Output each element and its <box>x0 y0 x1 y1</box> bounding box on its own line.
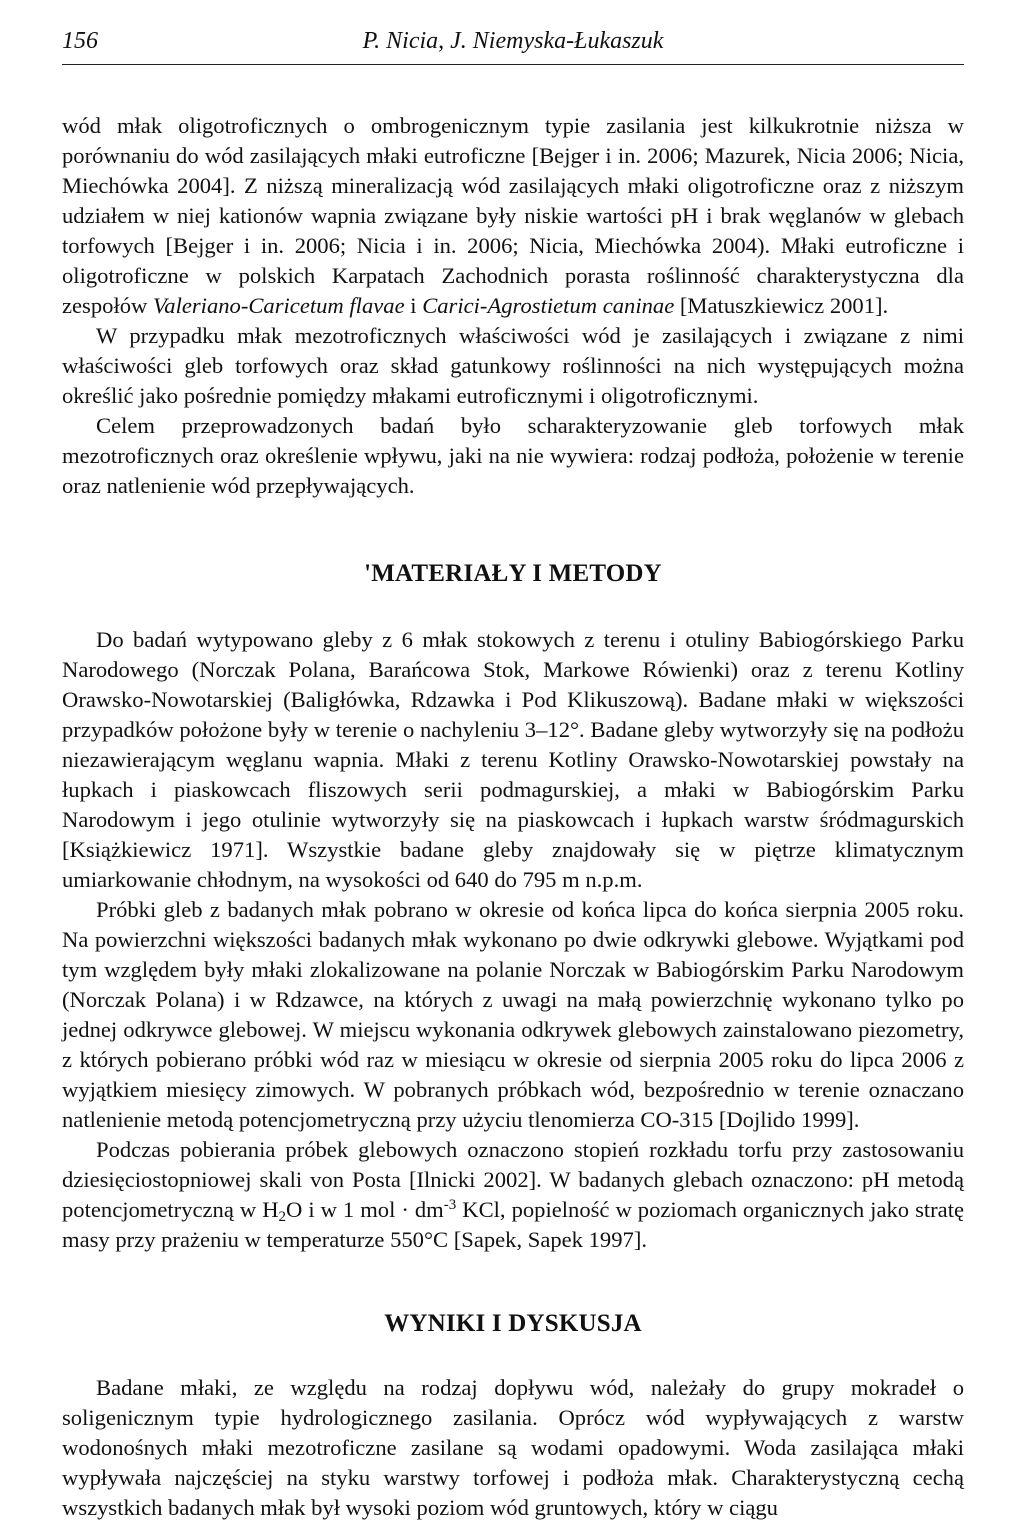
page <box>62 22 964 1523</box>
running-header <box>62 22 964 65</box>
results-paragraph-1: Badane młaki, ze względu na rodzaj dopływu wód, należały do grupy mokradeł o soligenicznym typie hydrologicznego zasilania. Oprócz wód wypływających z warstw wodonośnych młaki mezotroficzne zasilane są wodami opadowymi. Woda zasilająca młaki wypływała najczęściej na styku warstwy torfowej i podłoża młak. Charakterystyczną cechą wszystkich badanych młak był wysoki poziom wód gruntowych, który w ciągu <box>62 1375 964 1520</box>
species-name: Valeriano-Caricetum flavae <box>152 293 405 318</box>
section-heading-results: WYNIKI I DYSKUSJA <box>384 1310 642 1337</box>
intro-paragraph-3: Celem przeprowadzonych badań było scharakteryzowanie gleb torfowych młak mezotroficznych oraz określenie wpływu, jaki na nie wywiera: rodzaj podłoża, położenie w terenie oraz natlenienie wód przepływających. <box>62 413 964 498</box>
running-header-authors: P. Nicia, J. Niemyska-Łukaszuk <box>362 28 664 54</box>
intro-paragraph-2: W przypadku młak mezotroficznych właściwości wód je zasilających i związane z nimi właściwości gleb torfowych oraz skład gatunkowy roślinności na nich występujących można określić jako pośrednie pomiędzy młakami eutroficznymi i oligotroficznymi. <box>62 323 964 408</box>
article-body <box>62 111 964 1523</box>
intro-paragraph-1: wód młak oligotroficznych o ombrogenicznym typie zasilania jest kilkukrotnie niższa w porównaniu do wód zasilających młaki eutroficzne [Bejger i in. 2006; Mazurek, Nicia 2006; Nicia, Miechówka 2004]. Z niższą mineralizacją wód zasilających młaki oligotroficzne oraz z niższym udziałem w niej kationów wapnia związane były niskie wartości pH i brak węglanów w glebach torfowych [Bejger i in. 2006; Nicia i in. 2006; Nicia, Miechówka 2004). Młaki eutroficzne i oligotroficzne w polskich Karpatach Zachodnich porasta roślinność charakterystyczna dla zespołów Valeriano-Caricetum flavae i Carici-Agrostietum caninae [Matuszkiewicz 2001]. <box>62 113 964 318</box>
species-name: Carici-Agrostietum caninae <box>422 293 675 318</box>
methods-paragraph-3: Podczas pobierania próbek glebowych oznaczono stopień rozkładu torfu przy zastosowaniu dziesięciostopniowej skali von Posta [Ilnicki 2002]. W badanych glebach oznaczono: pH metodą potencjometryczną w $H_2O$ i w 1 mol · $dm^{-3}$ KCl, popielność w poziomach organicznych jako stratę masy przy prażeniu w temperaturze 550°C [Sapek, Sapek 1997]. <box>62 1137 965 1252</box>
section-heading-methods: 'MATERIAŁY I METODY <box>364 560 662 587</box>
page-number: 156 <box>62 28 98 54</box>
methods-paragraph-2: Próbki gleb z badanych młak pobrano w okresie od końca lipca do końca sierpnia 2005 roku. Na powierzchni większości badanych młak wykonano po dwie odkrywki glebowe. Wyjątkami pod tym względem były młaki zlokalizowane na polanie Norczak w Babiogórskim Parku Narodowym (Norczak Polana) i w Rdzawce, na których z uwagi na małą powierzchnię wykonano tylko po jednej odkrywce glebowej. W miejscu wykonania odkrywek glebowych zainstalowano piezometry, z których pobierano próbki wód raz w miesiącu w okresie od sierpnia 2005 roku do lipca 2006 z wyjątkiem miesięcy zimowych. W pobranych próbkach wód, bezpośrednio w terenie oznaczano natlenienie metodą potencjometryczną przy użyciu tlenomierza CO-315 [Dojlido 1999]. <box>62 897 964 1132</box>
methods-paragraph-1: Do badań wytypowano gleby z 6 młak stokowych z terenu i otuliny Babiogórskiego Parku Narodowego (Norczak Polana, Barańcowa Stok, Markowe Rówienki) oraz z terenu Kotliny Orawsko-Nowotarskiej (Baligłówka, Rdzawka i Pod Klikuszową). Badane młaki w większości przypadków położone były w terenie o nachyleniu 3–12°. Badane gleby wytworzyły się na podłożu niezawierającym węglanu wapnia. Młaki z terenu Kotliny Orawsko-Nowotarskiej powstały na łupkach i piaskowcach fliszowych serii podmagurskiej, a młaki w Babiogórskim Parku Narodowym i jego otulinie wytworzyły się na piaskowcach i łupkach warstw śródmagurskich [Książkiewicz 1971]. Wszystkie badane gleby znajdowały się w piętrze klimatycznym umiarkowanie chłodnym, na wysokości od 640 do 795 m n.p.m. <box>62 627 964 892</box>
